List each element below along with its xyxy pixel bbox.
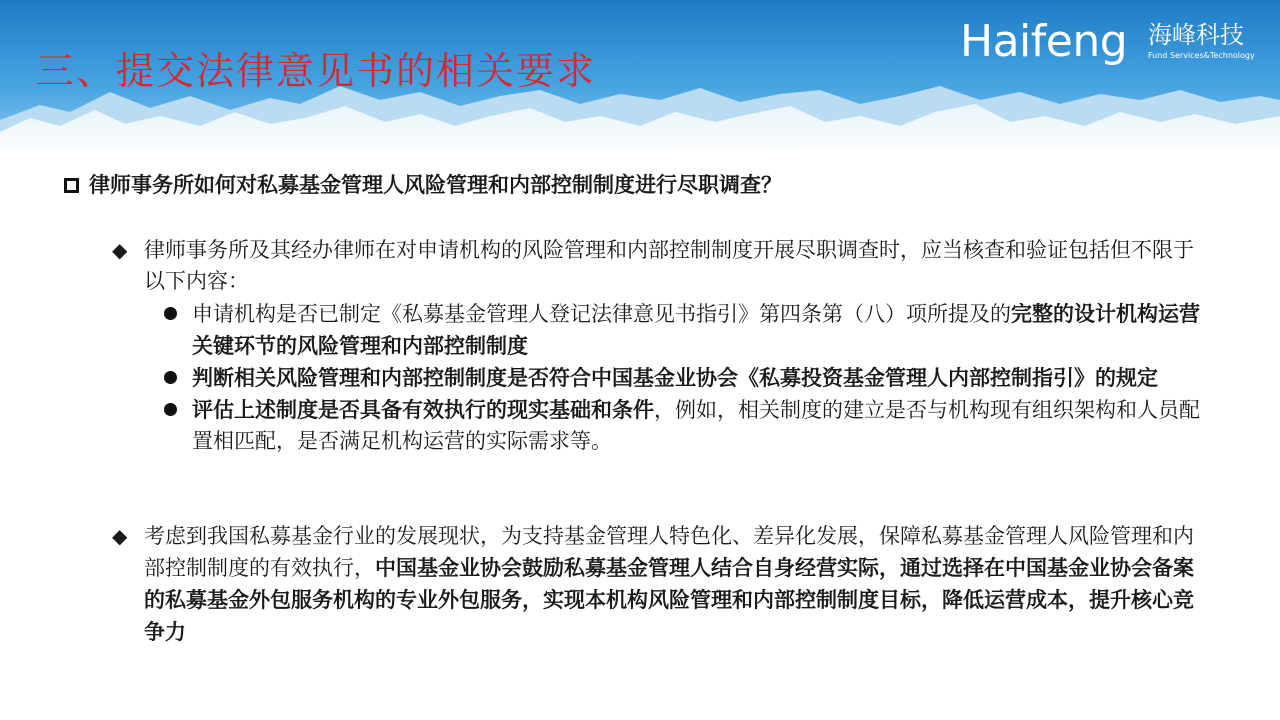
bullet-1-bold: 完整的设计机构运营关键环节的风险管理和内部控制制度 (192, 301, 1200, 358)
section-2 (112, 521, 1202, 648)
logo-wordmark: Haifeng (960, 16, 1128, 67)
list-item (160, 362, 1200, 394)
question-text: 律师事务所如何对私募基金管理人风险管理和内部控制制度进行尽职调查？ (89, 172, 782, 197)
logo-chinese-name: 海峰科技 (1148, 21, 1244, 49)
diamond-icon: ◆ (112, 238, 128, 262)
bullet-dot-icon (164, 403, 177, 416)
list-item (160, 394, 1200, 457)
diamond-icon: ◆ (112, 524, 128, 548)
section-1-text: 律师事务所及其经办律师在对申请机构的风险管理和内部控制制度开展尽职调查时，应当核查和验证包括但不限于以下内容： (144, 238, 1194, 293)
square-outline-icon (64, 178, 79, 193)
bullet-dot-icon (164, 307, 177, 320)
bullet-3-bold: 评估上述制度是否具备有效执行的现实基础和条件 (192, 397, 654, 422)
logo-tagline: Fund Services&Technology (1148, 51, 1255, 60)
section-2-text (144, 521, 1202, 648)
bullet-2-bold: 判断相关风险管理和内部控制制度是否符合中国基金业协会《私募投资基金管理人内部控制指引》的规定 (192, 365, 1158, 390)
section-2-bold: 中国基金业协会鼓励私募基金管理人结合自身经营实际，通过选择在中国基金业协会备案的私募基金外包服务机构的专业外包服务，实现本机构风险管理和内部控制制度目标，降低运营成本，提升核心竞争力 (144, 555, 1194, 644)
bullet-dot-icon (164, 371, 177, 384)
company-logo (960, 18, 1260, 66)
section-2-normal: 考虑到我国私募基金行业的发展现状，为支持基金管理人特色化、差异化发展，保障私募基金管理人风险管理和内部控制制度的有效执行， (144, 524, 1194, 580)
bullet-3-text: ，例如，相关制度的建立是否与机构现有组织架构和人员配置相匹配，是否满足机构运营的实际需求等。 (192, 398, 1200, 453)
bullet-1-text: 申请机构是否已制定《私募基金管理人登记法律意见书指引》第四条第（八）项所提及的 (192, 302, 1011, 326)
list-item (160, 298, 1200, 362)
section-1 (112, 235, 1202, 297)
section-1-bullet-list (160, 298, 1200, 457)
slide-title: 三、提交法律意见书的相关要求 (36, 49, 597, 93)
question-heading (64, 168, 1214, 202)
